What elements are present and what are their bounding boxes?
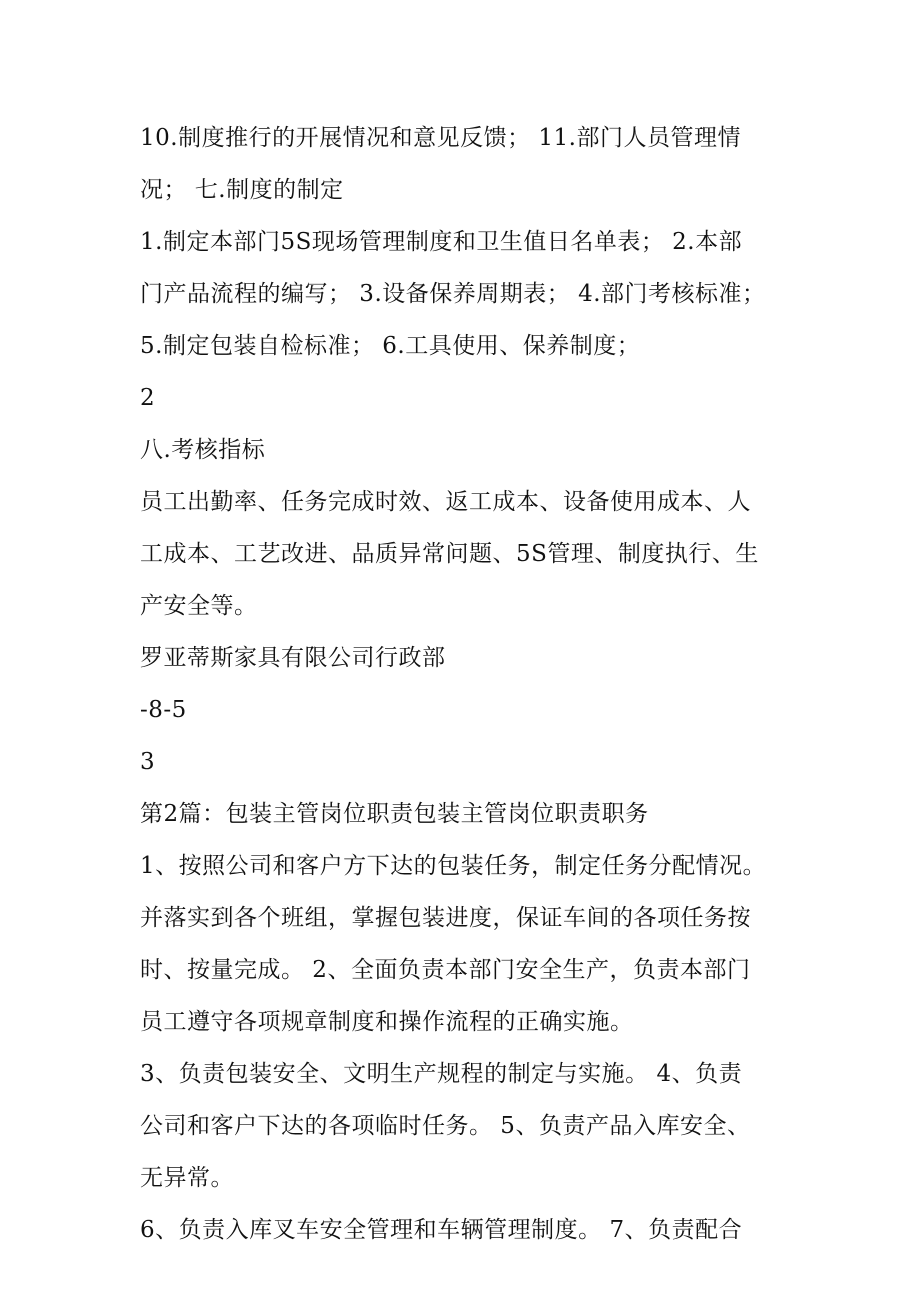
text-line: 并落实到各个班组，掌握包装进度，保证车间的各项任务按 [140,905,751,931]
text-line: 产安全等。 [140,593,258,619]
text-line: 员工出勤率、任务完成时效、返工成本、设备使用成本、人 [140,489,751,515]
text-line: 工成本、工艺改进、品质异常问题、5S管理、制度执行、生 [140,541,759,567]
page-number: 3 [140,749,156,775]
text-line: 况； 七.制度的制定 [140,177,344,203]
page-number: 2 [140,385,156,411]
text-line: 3、负责包装安全、文明生产规程的制定与实施。 4、负责 [140,1061,743,1087]
document-page [140,112,790,1256]
text-line: 5.制定包装自检标准； 6.工具使用、保养制度； [140,333,641,359]
article-title: 第2篇：包装主管岗位职责包装主管岗位职责职务 [140,801,649,827]
text-line: 1.制定本部门5S现场管理制度和卫生值日名单表； 2.本部 [140,229,743,255]
text-line: 6、负责入库叉车安全管理和车辆管理制度。 7、负责配合 [140,1217,743,1243]
text-line: 1、按照公司和客户方下达的包装任务，制定任务分配情况。 [140,853,767,879]
text-line: 时、按量完成。 2、全面负责本部门安全生产，负责本部门 [140,957,751,983]
text-line: 员工遵守各项规章制度和操作流程的正确实施。 [140,1009,634,1035]
text-line: 无异常。 [140,1165,234,1191]
text-line: 门产品流程的编写； 3.设备保养周期表； 4.部门考核标准； [140,281,766,307]
organization-name: 罗亚蒂斯家具有限公司行政部 [140,645,446,671]
text-line: 10.制度推行的开展情况和意见反馈； 11.部门人员管理情 [140,125,741,151]
date-text: -8-5 [140,697,187,723]
text-line: 公司和客户下达的各项临时任务。 5、负责产品入库安全、 [140,1113,751,1139]
section-heading: 八.考核指标 [140,437,266,463]
